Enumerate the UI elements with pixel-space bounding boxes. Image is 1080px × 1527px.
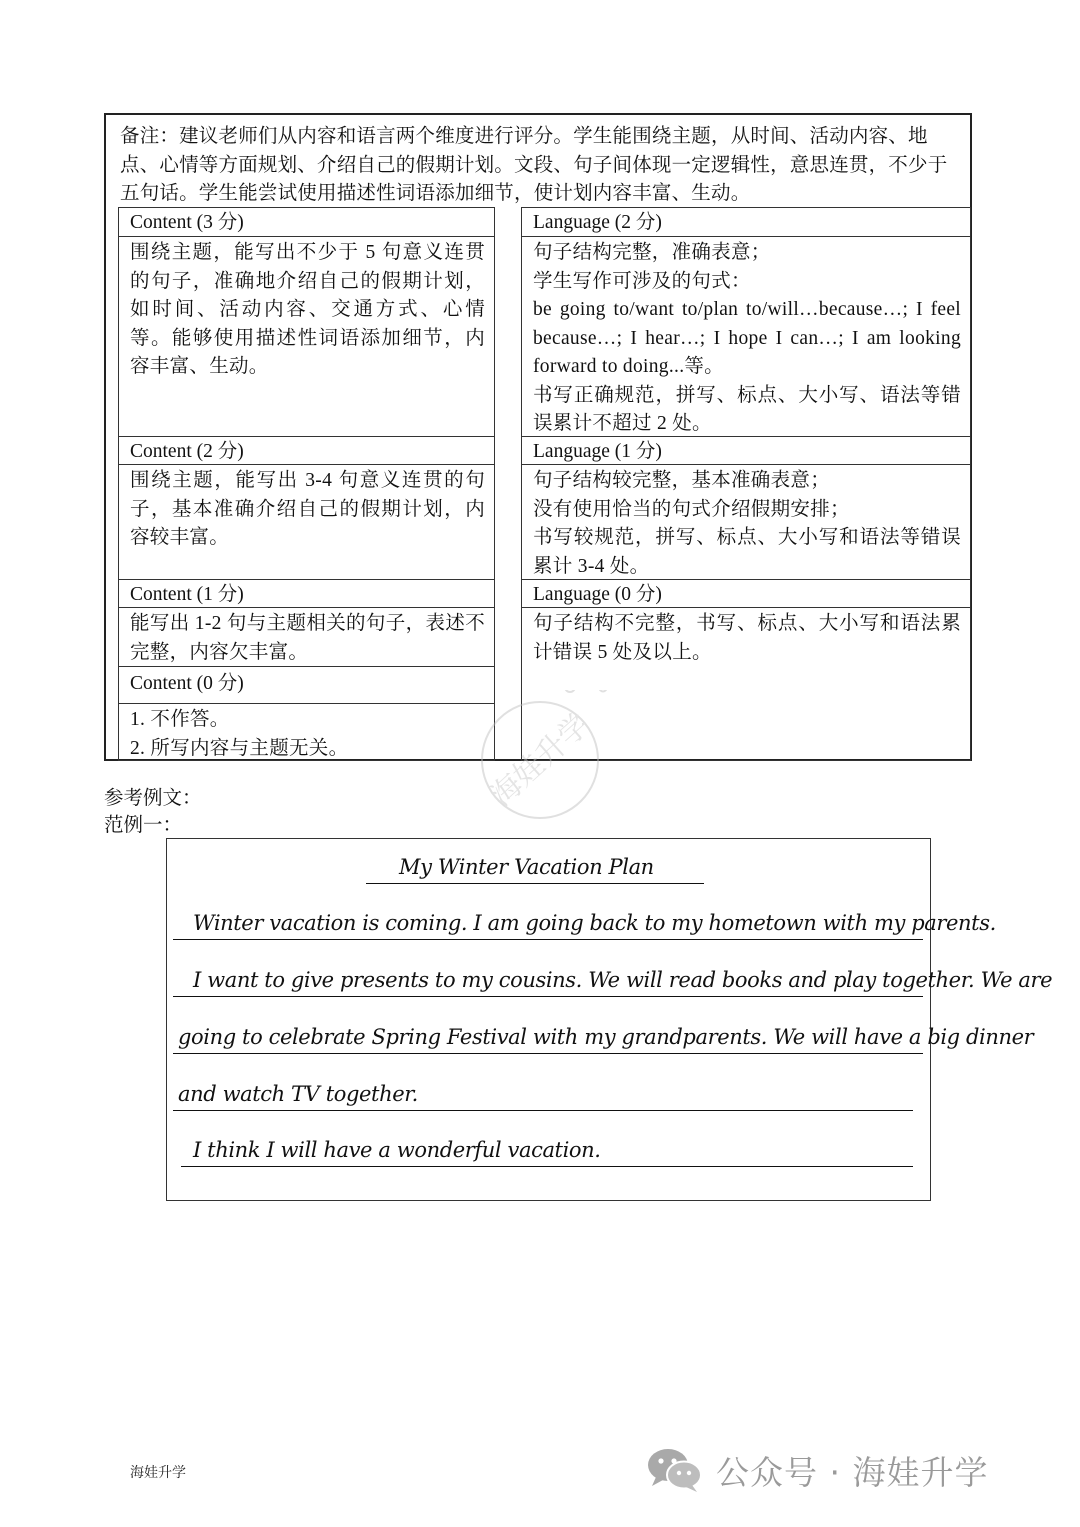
example-1-label: 范例一：: [104, 815, 183, 836]
content-0-item: 1. 不作答。: [130, 709, 230, 730]
language-2-line: 书写正确规范，拼写、标点、大小写、语法等错误累计不超过 2 处。: [533, 384, 961, 434]
language-1-header: Language (1 分): [522, 436, 970, 465]
content-0-header: Content (0 分): [119, 666, 494, 704]
content-0-list: [119, 705, 494, 763]
content-3-header: Content (3 分): [119, 208, 494, 237]
watermark-text: 海娃升学: [484, 707, 597, 814]
essay-line: I think I will have a wonderful vacation.: [193, 1138, 601, 1162]
content-0-item: 2. 所写内容与主题无关。: [130, 737, 349, 759]
footer-brand: 海娃升学: [130, 1466, 186, 1481]
rubric-note: 备注：建议老师们从内容和语言两个维度进行评分。学生能围绕主题，从时间、活动内容、地点、心情等方面规划、介绍自己的假期计划。文段、句子间体现一定逻辑性，意思连贯，不少于五句话。学生能尝试使用描述性词语添加细节，使计划内容丰富、生动。: [120, 126, 948, 204]
language-0-header: Language (0 分): [522, 579, 970, 608]
language-2-line: 学生写作可涉及的句式：: [533, 270, 751, 292]
language-column: [521, 207, 971, 761]
essay-line: Winter vacation is coming. I am going back to my hometown with my parents.: [193, 911, 996, 935]
reference-label: 参考例文：: [104, 788, 202, 809]
footer-account: [646, 1442, 988, 1498]
wechat-icon: [646, 1446, 704, 1494]
content-column: [118, 207, 495, 761]
language-1-line: 书写较规范，拼写、标点、大小写和语法等错误累计 3-4 处。: [533, 527, 961, 577]
language-1-line: 没有使用恰当的句式介绍假期安排；: [533, 498, 850, 520]
watermark-seal-icon: [470, 690, 610, 830]
content-2-header: Content (2 分): [119, 436, 494, 465]
rubric-box: [104, 113, 972, 761]
content-1-header: Content (1 分): [119, 579, 494, 608]
footer-account-text: 公众号 · 海娃升学: [716, 1452, 989, 1492]
essay-box: [166, 838, 1053, 1201]
language-1-text: [522, 465, 970, 581]
content-3-text: 围绕主题，能写出不少于 5 句意义连贯的句子，准确地介绍自己的假期计划，如时间、活动内容、交通方式、心情等。能够使用描述性词语添加细节，内容丰富、生动。: [130, 242, 485, 377]
language-2-line: 句子结构完整，准确表意；: [533, 242, 771, 263]
language-0-text: [522, 608, 970, 667]
title-rule: [366, 883, 704, 884]
writing-rule: [173, 1110, 913, 1111]
language-0-line: 句子结构不完整，书写、标点、大小写和语法累计错误 5 处及以上。: [533, 613, 961, 663]
writing-rule: [173, 1053, 923, 1054]
essay-line: and watch TV together.: [178, 1082, 418, 1106]
essay-title: My Winter Vacation Plan: [399, 855, 654, 879]
content-1-text: 能写出 1-2 句与主题相关的句子，表述不完整，内容欠丰富。: [130, 613, 485, 663]
language-2-line: be going to/want to/plan to/will…because…; I feel because…; I hear…; I hope I can…; I am looking forward to doing...等。: [533, 299, 961, 377]
language-1-line: 句子结构较完整，基本准确表意；: [533, 470, 831, 491]
language-2-header: Language (2 分): [522, 208, 970, 237]
writing-rule: [181, 1166, 913, 1167]
writing-rule: [173, 939, 923, 940]
writing-rule: [173, 996, 923, 997]
content-2-text: 围绕主题，能写出 3-4 句意义连贯的句子，基本准确介绍自己的假期计划，内容较丰富。: [130, 470, 485, 548]
language-2-text: [522, 237, 970, 439]
essay-line: going to celebrate Spring Festival with my grandparents. We will have a big dinner: [178, 1025, 1034, 1049]
essay-line: I want to give presents to my cousins. We will read books and play together. We are: [193, 968, 1053, 992]
